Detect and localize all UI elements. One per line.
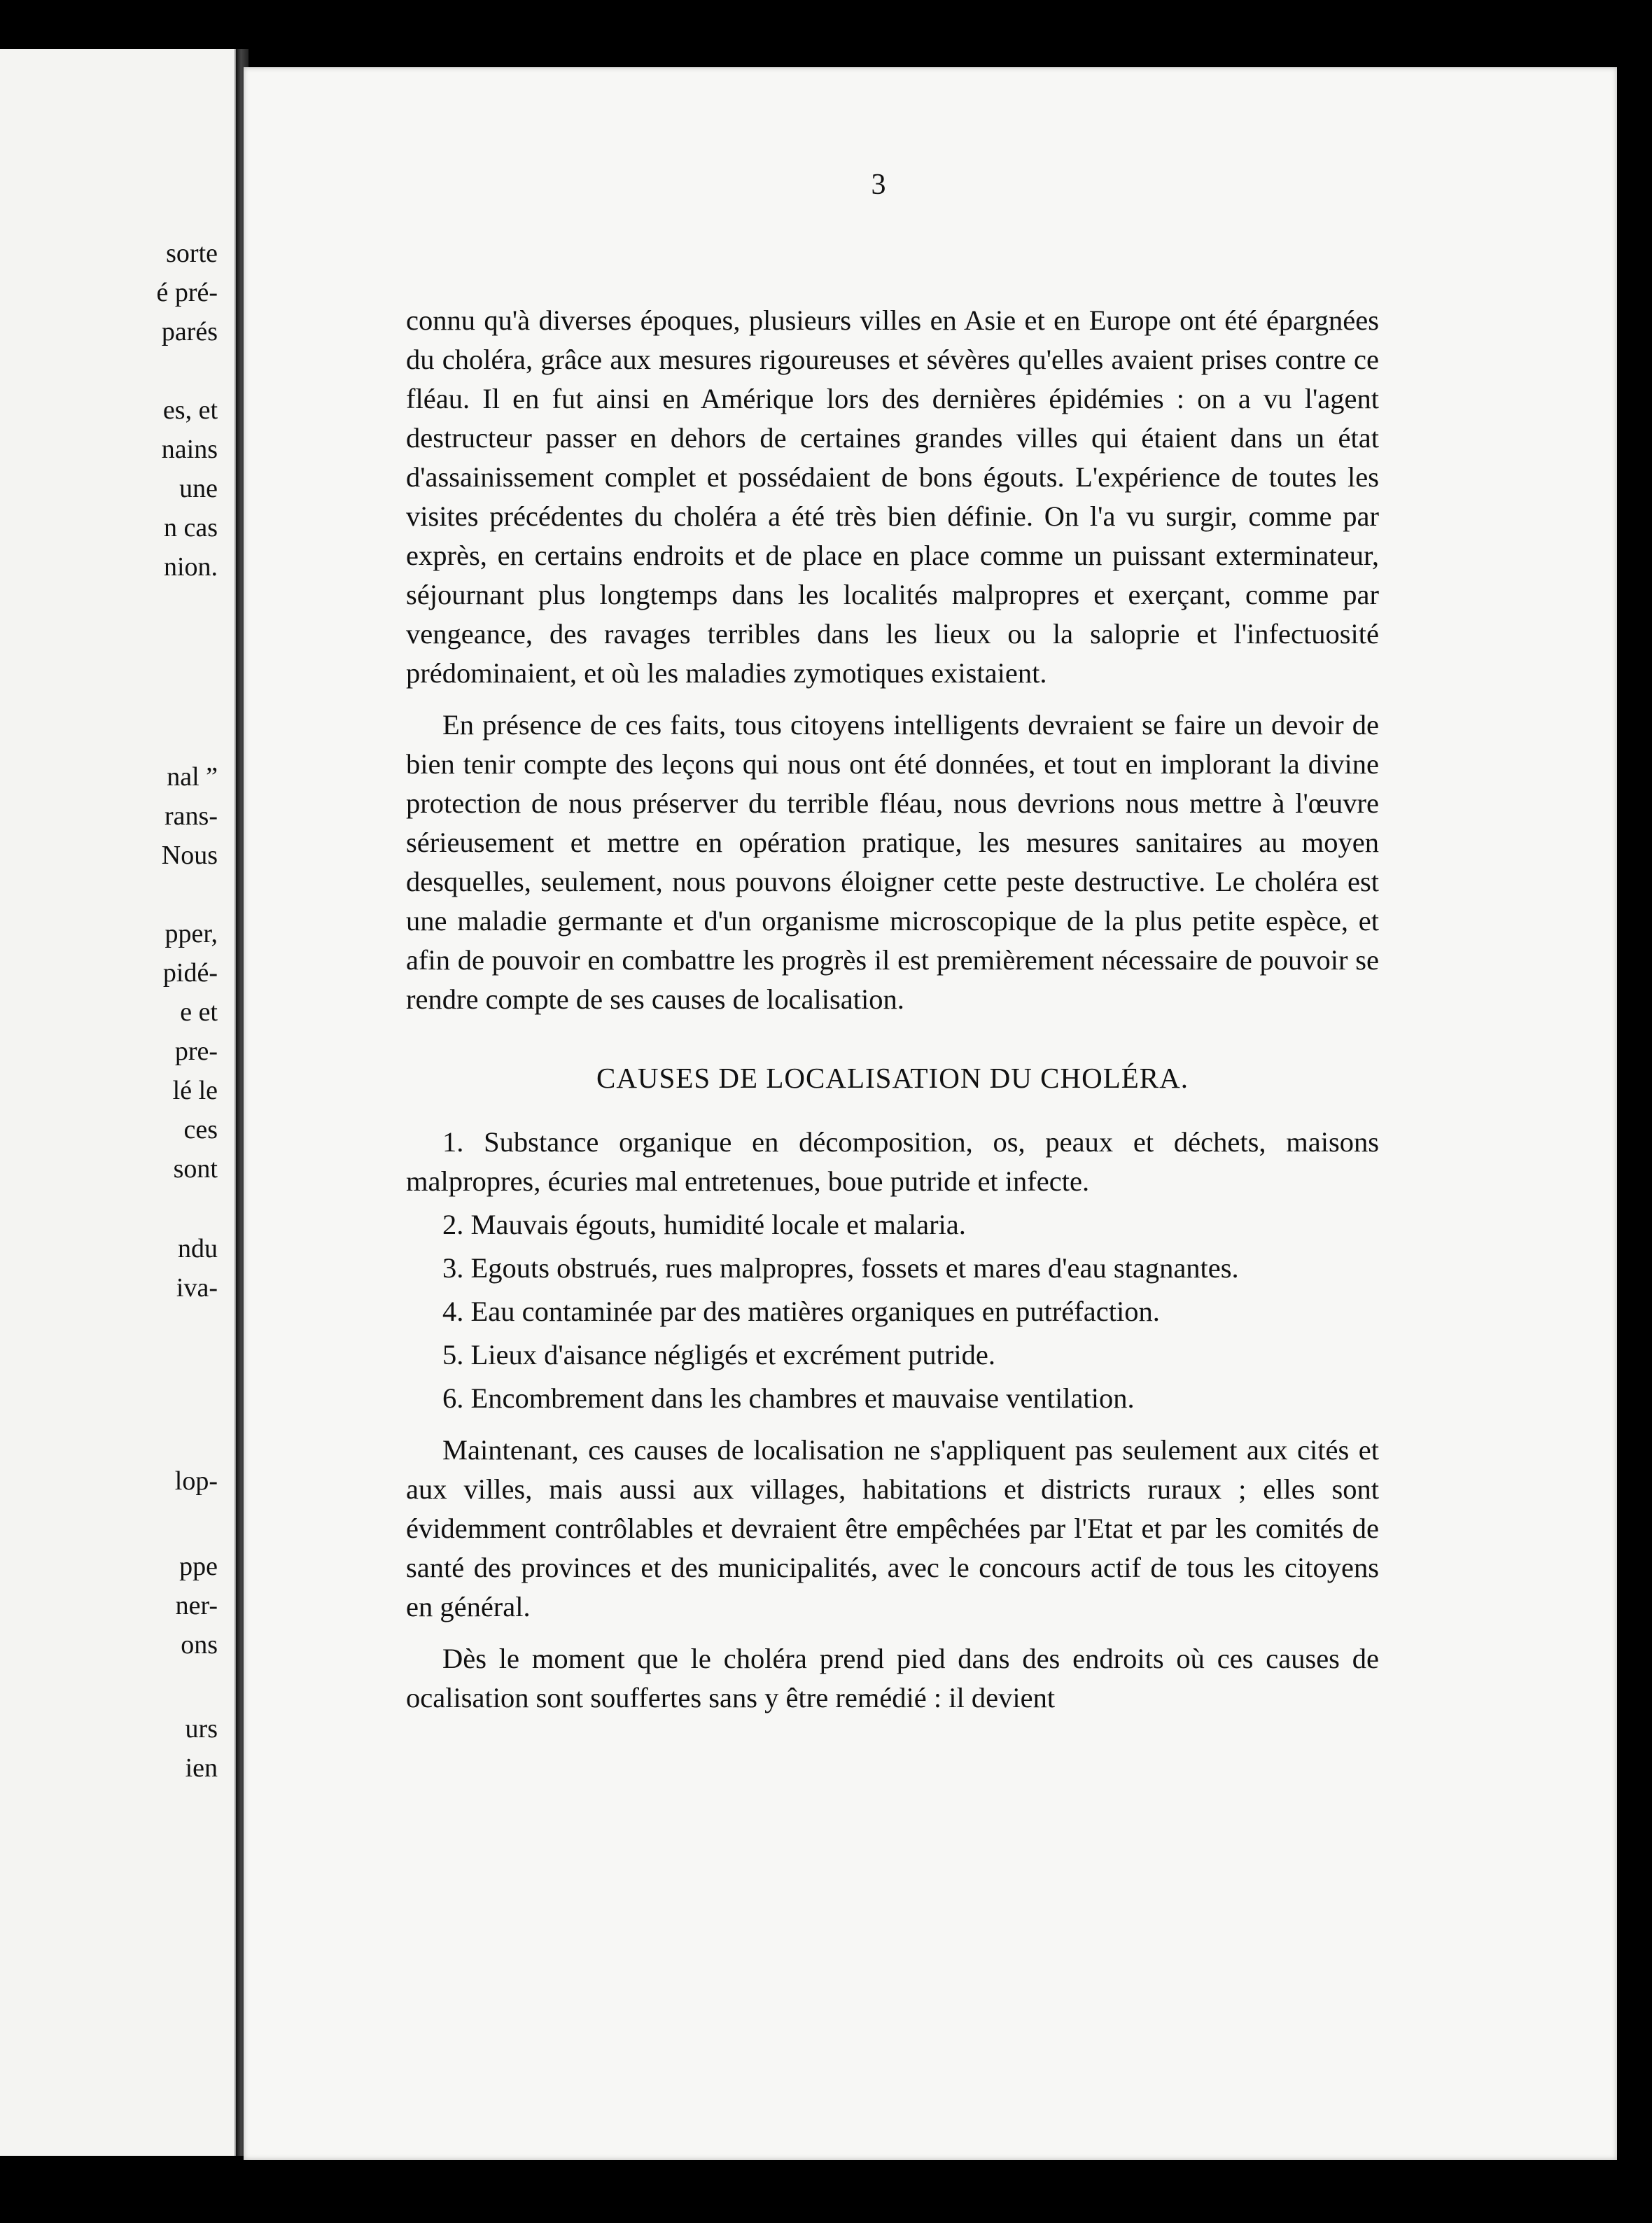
cause-number: 6. [442, 1382, 464, 1414]
left-page-fragment: nal ” [167, 762, 218, 792]
paragraph-3: Maintenant, ces causes de localisation ne s'appliquent pas seulement aux cités et aux villes, mais aussi aux villages, habitations et districts ruraux ; elles sont évidemment contrôlables et devraient être empêchées par l'Etat et par les comités de santé des provinces et des municipalités, avec le concours actif de tous les citoyens en général. [406, 1434, 1379, 1622]
left-page-fragment: ner- [175, 1591, 218, 1620]
cause-text: Encombrement dans les chambres et mauvaise ventilation. [470, 1382, 1135, 1414]
left-page-fragment: e et [180, 997, 218, 1027]
cause-item [406, 1379, 1379, 1418]
cause-item [406, 1249, 1379, 1288]
page-number: 3 [871, 169, 886, 201]
section-heading: CAUSES DE LOCALISATION DU CHOLÉRA. [596, 1062, 1189, 1094]
left-page-fragment: ces [183, 1115, 218, 1144]
left-page-fragment: ien [185, 1753, 218, 1783]
cause-item [406, 1292, 1379, 1331]
cause-item [406, 1123, 1379, 1201]
left-page-fragment: lop- [174, 1466, 218, 1496]
left-page-fragment: sont [173, 1154, 218, 1184]
left-page-fragment: rans- [164, 801, 218, 831]
left-page-fragment: parés [161, 317, 218, 346]
cause-text: Mauvais égouts, humidité locale et malaria. [470, 1209, 966, 1240]
cause-text: Egouts obstrués, rues malpropres, fossets et mares d'eau stagnantes. [470, 1252, 1239, 1284]
left-page-fragment: Nous [161, 841, 218, 870]
paragraph-2: En présence de ces faits, tous citoyens intelligents devraient se faire un devoir de bien tenir compte des leçons qui nous ont été données, et tout en implorant la divine protection de nous préserver du terrible fléau, nous devrions nous mettre à l'œuvre sérieusement et mettre en opération pratique, les mesures sanitaires au moyen desquelles, seulement, nous pouvons éloigner cette peste destructive. Le choléra est une maladie germante et d'un organisme microscopique de la plus petite espèce, et afin de pouvoir en combattre les progrès il est premièrement nécessaire de pouvoir se rendre compte de ses causes de localisation. [406, 709, 1379, 1015]
cause-text: Substance organique en décomposition, os, peaux et déchets, maisons malpropres, écuries mal entretenues, boue putride et infecte. [406, 1126, 1379, 1197]
left-page-fragment: nion. [163, 552, 218, 582]
left-page-fragment: sorte [166, 239, 218, 268]
causes-list [406, 1123, 1379, 1418]
paragraph-4: Dès le moment que le choléra prend pied dans des endroits où ces causes de ocalisation sont souffertes sans y être remédié : il devient [406, 1643, 1379, 1713]
cause-number: 4. [442, 1296, 464, 1327]
paragraph-1: connu qu'à diverses époques, plusieurs villes en Asie et en Europe ont été épargnées du choléra, grâce aux mesures rigoureuses et sévères qu'elles avaient prises contre ce fléau. Il en fut ainsi en Amérique lors des dernières épidémies : on a vu l'agent destructeur passer en dehors de certaines grandes villes qui étaient dans un état d'assainissement complet et possédaient de bons égouts. L'expérience de toutes les visites précédentes du choléra a été très bien définie. On l'a vu surgir, comme par exprès, en certains endroits et de place en place comme un puissant exterminateur, séjournant plus longtemps dans les localités malpropres et exerçant, comme par vengeance, des ravages terribles dans les lieux ou la saloprie et l'infectuosité prédominaient, et où les maladies zymotiques existaient. [406, 304, 1379, 689]
left-page [0, 49, 236, 2156]
left-page-fragment: pper, [164, 919, 218, 948]
left-page-fragment: ons [181, 1630, 218, 1660]
left-page-fragment: ppe [179, 1552, 218, 1581]
left-page-fragment: une [179, 474, 218, 503]
cause-item [406, 1335, 1379, 1375]
left-page-fragment: nains [161, 435, 218, 464]
cause-number: 2. [442, 1209, 464, 1240]
cause-number: 5. [442, 1339, 464, 1370]
left-page-fragment: urs [185, 1714, 218, 1744]
left-page-fragment: n cas [163, 513, 218, 542]
cause-text: Eau contaminée par des matières organiques en putréfaction. [470, 1296, 1160, 1327]
left-page-fragment: es, et [162, 395, 218, 425]
left-page-fragment: ndu [178, 1234, 218, 1263]
body-text [406, 301, 1379, 1718]
cause-item [406, 1205, 1379, 1244]
left-page-fragment: pre- [174, 1037, 218, 1066]
cause-number: 1. [442, 1126, 464, 1158]
cause-text: Lieux d'aisance négligés et excrément putride. [470, 1339, 995, 1370]
left-page-fragment: pidé- [162, 958, 218, 988]
left-page-fragment: iva- [176, 1273, 218, 1303]
left-page-fragment: é pré- [156, 278, 218, 307]
cause-number: 3. [442, 1252, 464, 1284]
left-page-fragment: lé le [172, 1076, 218, 1105]
